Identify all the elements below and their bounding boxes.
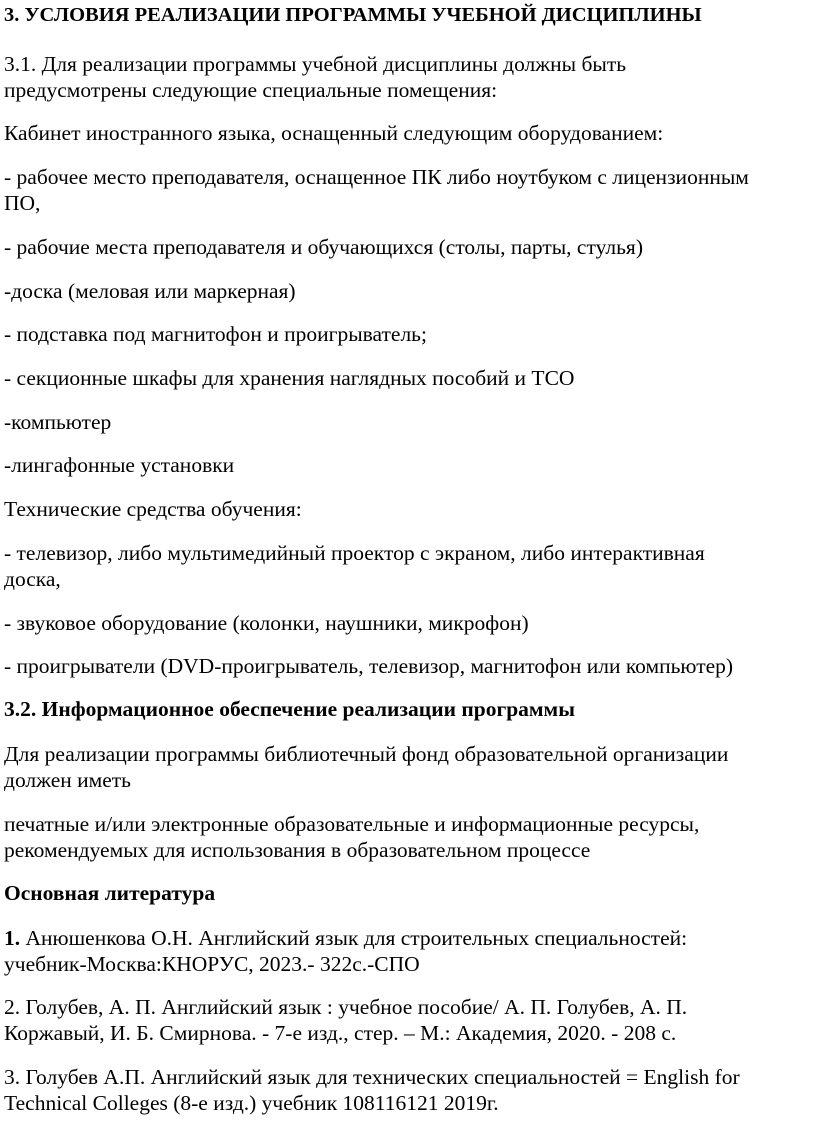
reference-3-line1: 3. Голубев А.П. Английский язык для технических специальностей = English for [4, 1065, 740, 1089]
subsection-3-2-heading: 3.2. Информационное обеспечение реализации программы [4, 697, 575, 721]
tech-heading: Технические средства обучения: [4, 497, 302, 521]
tech-item-1-line1: - телевизор, либо мультимедийный проектор с экраном, либо интерактивная [4, 541, 705, 565]
info-paragraph-line1: Для реализации программы библиотечный фонд образовательной организации [4, 742, 729, 766]
equipment-item-7: -лингафонные установки [4, 453, 235, 477]
paragraph-3-1-line2: предусмотрены следующие специальные помещения: [4, 78, 498, 102]
reference-1-number: 1. [4, 926, 21, 950]
equipment-item-1-line2: ПО, [4, 191, 41, 215]
equipment-item-6: -компьютер [4, 410, 112, 434]
reference-1-line2: учебник-Москва:КНОРУС, 2023.- 322с.-СПО [4, 952, 420, 976]
equipment-item-4: - подставка под магнитофон и проигрыватель; [4, 322, 427, 346]
equipment-item-1-line1: - рабочее место преподавателя, оснащенное ПК либо ноутбуком с лицензионным [4, 165, 749, 189]
literature-heading: Основная литература [4, 881, 216, 905]
reference-1-text: Анюшенкова О.Н. Английский язык для строительных специальностей: [20, 926, 688, 950]
resources-paragraph-line1: печатные и/или электронные образовательные и информационные ресурсы, [4, 812, 700, 836]
cabinet-paragraph: Кабинет иностранного языка, оснащенный следующим оборудованием: [4, 121, 664, 145]
info-paragraph-line2: должен иметь [4, 768, 131, 792]
equipment-item-3: -доска (меловая или маркерная) [4, 279, 296, 303]
reference-3-line2: Technical Colleges (8-е изд.) учебник 108116121 2019г. [4, 1091, 499, 1115]
tech-item-1-line2: доска, [4, 567, 61, 591]
equipment-item-2: - рабочие места преподавателя и обучающихся (столы, парты, стулья) [4, 235, 643, 259]
reference-1-line1 [4, 925, 687, 951]
tech-item-2: - звуковое оборудование (колонки, наушники, микрофон) [4, 611, 529, 635]
tech-item-3: - проигрыватели (DVD-проигрыватель, телевизор, магнитофон или компьютер) [4, 654, 734, 678]
resources-paragraph-line2: рекомендуемых для использования в образовательном процессе [4, 838, 591, 862]
section-title: 3. УСЛОВИЯ РЕАЛИЗАЦИИ ПРОГРАММЫ УЧЕБНОЙ ДИСЦИПЛИНЫ [4, 4, 702, 26]
equipment-item-5: - секционные шкафы для хранения наглядных пособий и ТСО [4, 366, 575, 390]
reference-2-line2: Коржавый, И. Б. Смирнова. - 7-е изд., стер. – М.: Академия, 2020. - 208 с. [4, 1021, 677, 1045]
paragraph-3-1-line1: 3.1. Для реализации программы учебной дисциплины должны быть [4, 52, 627, 76]
reference-2-line1: 2. Голубев, А. П. Английский язык : учебное пособие/ А. П. Голубев, А. П. [4, 995, 688, 1019]
